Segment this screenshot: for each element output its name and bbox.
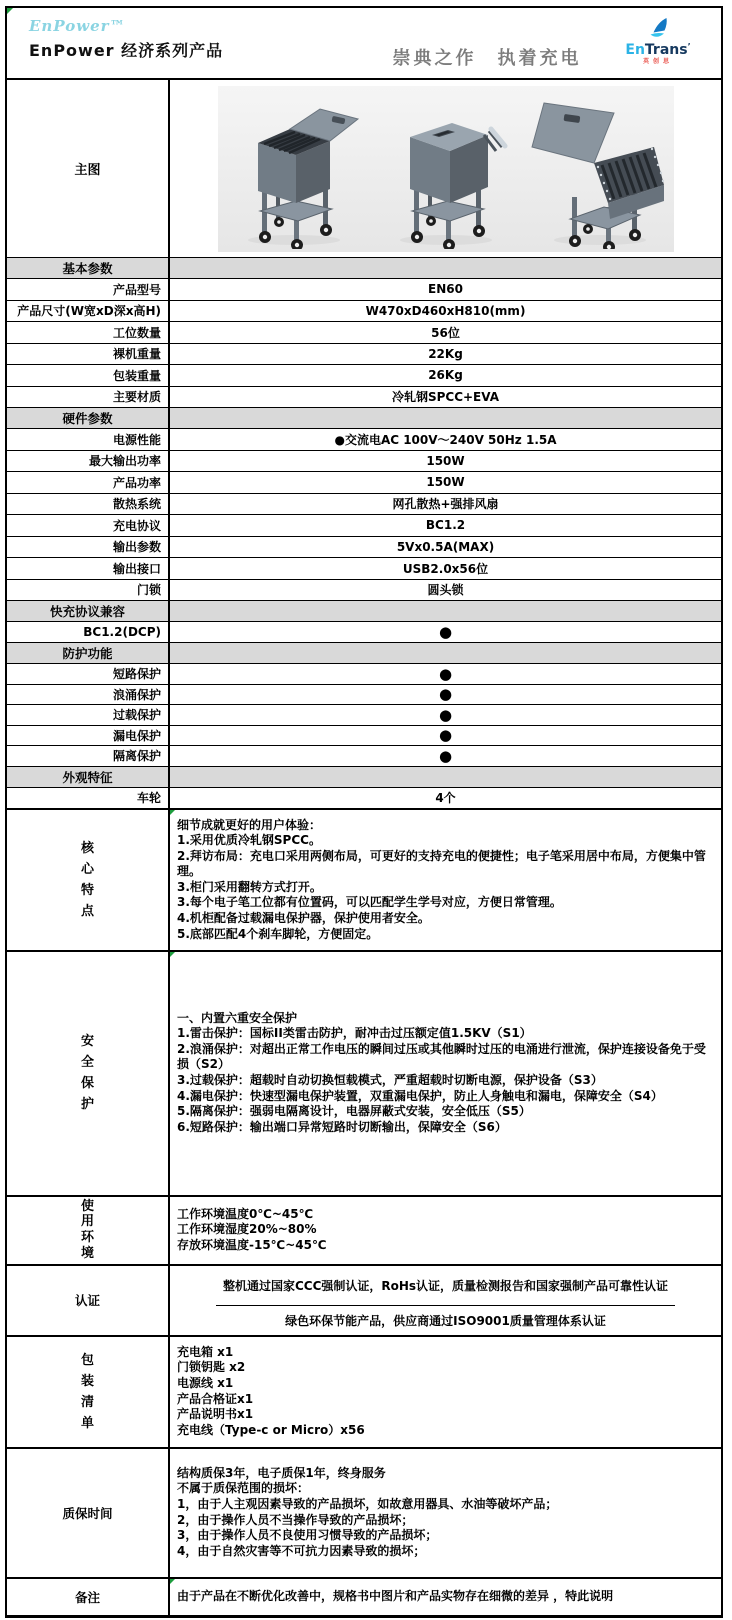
text-line: 结构质保3年，电子质保1年，终身服务 [177,1465,386,1480]
text-lines [170,952,721,1195]
section-filler [170,258,721,278]
text-line: 3.过载保护：超载时自动切换恒载模式，严重超载时切断电源，保护设备（S3） [177,1073,603,1087]
row-label: 车轮 [7,788,170,808]
row-value: 网孔散热+强排风扇 [392,497,499,512]
text-line: 1.雷击保护：国标II类雷击防护，耐冲击过压额定值1.5KV（S1） [177,1026,532,1041]
row-value: 5Vx0.5A(MAX) [396,539,495,554]
row-value: BC1.2 [425,518,466,533]
row-label: 浪涌保护 [7,685,170,705]
spec-row-section-0 [7,258,721,279]
section-filler [170,601,721,621]
row-label-char: 护 [80,1097,94,1112]
product-photo-lid-wide-open [522,86,674,252]
row-value: 22Kg [428,346,463,361]
logo-part-en: En [625,42,645,58]
product-photo-closed [370,86,522,252]
text-line: 5.底部匹配4个刹车脚轮，方便固定。 [177,926,379,941]
row-label-char: 境 [80,1245,94,1261]
row-value: 56位 [431,325,460,340]
row-value: 圆头锁 [427,583,464,598]
feature-dot: ● [438,726,453,745]
row-label-char: 环 [80,1230,94,1245]
row-value: ●交流电AC 100V～240V 50Hz 1.5A [334,432,557,447]
spec-row-kv-6 [7,387,721,409]
row-label: 产品功率 [7,472,170,493]
main-image-cell [170,80,721,257]
row-label: 最大输出功率 [7,451,170,472]
text-lines [170,1449,721,1577]
row-content [170,952,721,1195]
certification-content [170,1266,721,1335]
row-label: 裸机重量 [7,344,170,365]
spec-row-kv-15 [7,580,721,602]
row-label-char: 清 [80,1394,94,1410]
row-label-char: 单 [80,1415,94,1431]
spec-row-dot-17 [7,622,721,643]
row-label: 门锁 [7,580,170,601]
logo-subtitle: 英创思 [642,58,673,65]
text-lines [170,810,721,950]
main-image-row [7,80,721,258]
row-label: 包装重量 [7,365,170,386]
document-header [7,8,721,80]
text-line: 3.每个电子笔工位都有位置码，可以匹配学生学号对应，方便日常管理。 [177,895,562,910]
row-label: 外观特征 [7,767,170,787]
row-label [7,1197,170,1264]
row-label-char: 安 [80,1034,94,1049]
spec-row-kv-25 [7,788,721,809]
feature-dot: ● [438,623,453,641]
text-line: 2，由于操作人员不当操作导致的产品损坏； [177,1512,414,1527]
text-line: 6.短路保护：输出端口异常短路时切断输出，保障安全（S6） [177,1119,507,1134]
row-label-char: 心 [80,861,94,877]
spec-row-kv-2 [7,301,721,323]
text-lines [170,1337,721,1447]
spec-row-dot-22 [7,726,721,747]
row-value: 4个 [435,791,456,805]
text-line: 1，由于人主观因素导致的产品损坏，如故意用器具、水油等破坏产品； [177,1496,558,1511]
row-label [7,810,170,950]
text-line: 一、内置六重安全保护 [177,1010,298,1025]
text-line: 电源线 x1 [177,1375,234,1390]
text-line: 充电箱 x1 [177,1344,234,1359]
row-label [7,1337,170,1447]
text-line: 1.采用优质冷轧钢SPCC。 [177,833,321,848]
row-content [170,1579,721,1615]
row-label: 漏电保护 [7,726,170,746]
spec-row-multi-32 [7,1578,721,1616]
certification-line: 整机通过国家CCC强制认证，RoHs认证，质量检测报告和国家强制产品可靠性认证 [216,1266,675,1306]
feature-dot: ● [438,705,453,724]
row-label: 过载保护 [7,705,170,725]
section-filler [170,767,721,787]
spec-row-kv-11 [7,494,721,516]
spec-row-kv-12 [7,515,721,537]
row-label: 基本参数 [7,258,170,278]
spec-row-multi-31 [7,1448,721,1578]
row-label-char: 使 [80,1198,94,1214]
text-line: 充电线（Type-c or Micro）x56 [177,1422,365,1437]
row-value: EN60 [428,282,463,297]
row-label: 电源性能 [7,429,170,450]
brand-block [29,17,223,61]
text-line: 工作环境湿度20%~80% [177,1222,317,1237]
row-value: 150W [426,475,465,490]
section-filler [170,643,721,663]
text-line: 工作环境温度0℃~45℃ [177,1206,314,1221]
row-value: USB2.0x56位 [402,561,489,576]
logo-mark: ’ [687,42,691,51]
row-content [170,810,721,950]
row-label-char: 用 [80,1214,94,1230]
text-line: 4.机柜配备过载漏电保护器，保护使用者安全。 [177,911,430,926]
spec-row-multi-28 [7,1196,721,1265]
text-lines [170,1197,721,1264]
entrans-logo [619,16,697,65]
row-label: 充电协议 [7,515,170,536]
text-line: 4，由于自然灾害等不可抗力因素导致的损坏； [177,1543,426,1558]
row-label: 备注 [7,1579,170,1615]
spec-row-multi-30 [7,1336,721,1448]
text-line: 5.隔离保护：强弱电隔离设计，电器屏蔽式安装，安全低压（S5） [177,1104,531,1119]
spec-row-dot-19 [7,664,721,685]
spec-row-kv-4 [7,344,721,366]
row-label-char: 包 [80,1352,94,1368]
spec-row-multi2-29 [7,1265,721,1336]
row-label-char: 特 [80,882,94,898]
spec-row-kv-9 [7,451,721,473]
feature-dot: ● [438,746,453,765]
row-value: 冷轧钢SPCC+EVA [391,390,500,405]
text-line: 3.柜门采用翻转方式打开。 [177,879,322,894]
spec-rows-container [7,258,721,1616]
cart-closed-illustration [376,89,516,249]
text-line: 2.浪涌保护：对超出正常工作电压的瞬间过压或其他瞬时过压的电涌进行泄流，保护连接设备免于受损（S2） [177,1041,706,1072]
text-line: 不属于质保范围的损坏： [177,1481,310,1496]
entrans-logo-icon [645,16,671,42]
text-line: 存放环境温度-15℃~45℃ [177,1237,327,1252]
cart-lid-half-open-illustration [224,89,364,249]
row-value: 150W [426,453,465,468]
row-label: BC1.2(DCP) [7,622,170,642]
spec-row-dot-20 [7,685,721,706]
spec-row-section-24 [7,767,721,788]
row-label: 快充协议兼容 [7,601,170,621]
row-value: 26Kg [428,368,463,383]
row-label: 认证 [7,1266,170,1335]
main-image-label: 主图 [7,80,170,257]
text-line: 由于产品在不断优化改善中，规格书中图片和产品实物存在细微的差异 ，特此说明 [177,1588,614,1603]
spec-row-kv-8 [7,429,721,451]
spec-row-dot-21 [7,705,721,726]
row-label [7,952,170,1195]
row-label-char: 保 [80,1076,94,1091]
spec-row-kv-10 [7,472,721,494]
row-label: 主要材质 [7,387,170,408]
row-label: 短路保护 [7,664,170,684]
spec-document [5,6,723,1618]
row-label: 防护功能 [7,643,170,663]
text-line: 门锁钥匙 x2 [177,1360,246,1375]
text-line: 细节成就更好的用户体验： [177,817,322,832]
text-line: 2.拜访布局：充电口采用两侧布局，可更好的支持充电的便捷性；电子笔采用居中布局，方便集中管理。 [177,848,706,879]
certification-line: 绿色环保节能产品，供应商通过ISO9001质量管理体系认证 [285,1313,606,1328]
row-label: 产品尺寸(W宽xD深x高H) [7,301,170,322]
row-value: W470xD460xH810(mm) [365,303,526,318]
feature-dot: ● [438,685,453,704]
spec-row-kv-3 [7,322,721,344]
spec-row-section-16 [7,601,721,622]
row-content [170,1197,721,1264]
text-lines [170,1579,721,1615]
row-label-char: 装 [80,1373,94,1389]
row-label-char: 点 [80,903,94,919]
row-label: 输出接口 [7,558,170,579]
spec-row-dot-23 [7,746,721,767]
row-label: 产品型号 [7,279,170,300]
feature-dot: ● [438,664,453,683]
spec-row-kv-14 [7,558,721,580]
text-line: 产品合格证x1 [177,1391,254,1406]
page-title: EnPower 经济系列产品 [29,41,224,60]
spec-row-multi-27 [7,951,721,1196]
row-label: 工位数量 [7,322,170,343]
text-line: 3，由于操作人员不良使用习惯导致的产品损坏； [177,1528,438,1543]
text-line: 产品说明书x1 [177,1407,254,1422]
row-label-char: 全 [80,1055,94,1070]
spec-row-section-7 [7,408,721,429]
row-content [170,1337,721,1447]
row-label: 硬件参数 [7,408,170,428]
spec-row-kv-1 [7,279,721,301]
spec-row-section-18 [7,643,721,664]
text-line: 4.漏电保护：快速型漏电保护装置，双重漏电保护，防止人身触电和漏电，保障安全（S4） [177,1088,663,1103]
row-label: 输出参数 [7,537,170,558]
spec-row-kv-5 [7,365,721,387]
row-label: 隔离保护 [7,746,170,766]
row-label: 散热系统 [7,494,170,515]
spec-row-multi-26 [7,809,721,951]
entrans-logo-text [619,43,697,57]
spec-row-kv-13 [7,537,721,559]
row-label: 质保时间 [7,1449,170,1577]
logo-part-trans: Trans [644,42,688,58]
slogan-text: 崇典之作 执着充电 [392,48,582,69]
section-filler [170,408,721,428]
row-content [170,1449,721,1577]
cart-lid-wide-open-illustration [528,89,668,249]
brand-trademark: EnPower™ [29,17,126,35]
row-label-char: 核 [80,840,94,856]
product-photo-lid-half-open [218,86,370,252]
